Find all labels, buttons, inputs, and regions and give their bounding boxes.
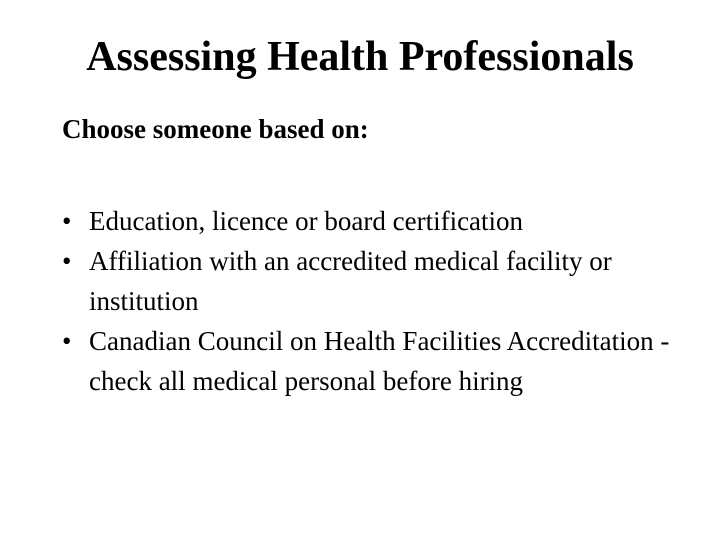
- bullet-dot-icon: •: [62, 326, 72, 356]
- bullet-dot-icon: •: [62, 206, 72, 236]
- bullet-item-accreditation: [62, 321, 682, 401]
- bullet-list: [62, 201, 682, 401]
- slide-title: Assessing Health Professionals: [86, 34, 634, 80]
- bullet-text: Canadian Council on Health Facilities Accreditation - check all medical personal before hiring: [89, 326, 670, 396]
- bullet-item-education: [62, 201, 682, 241]
- bullet-text: Education, licence or board certification: [89, 206, 524, 236]
- bullet-dot-icon: •: [62, 246, 72, 276]
- bullet-item-affiliation: [62, 241, 682, 321]
- bullet-text: Affiliation with an accredited medical facility or institution: [89, 246, 612, 316]
- subheading: Choose someone based on:: [62, 114, 369, 144]
